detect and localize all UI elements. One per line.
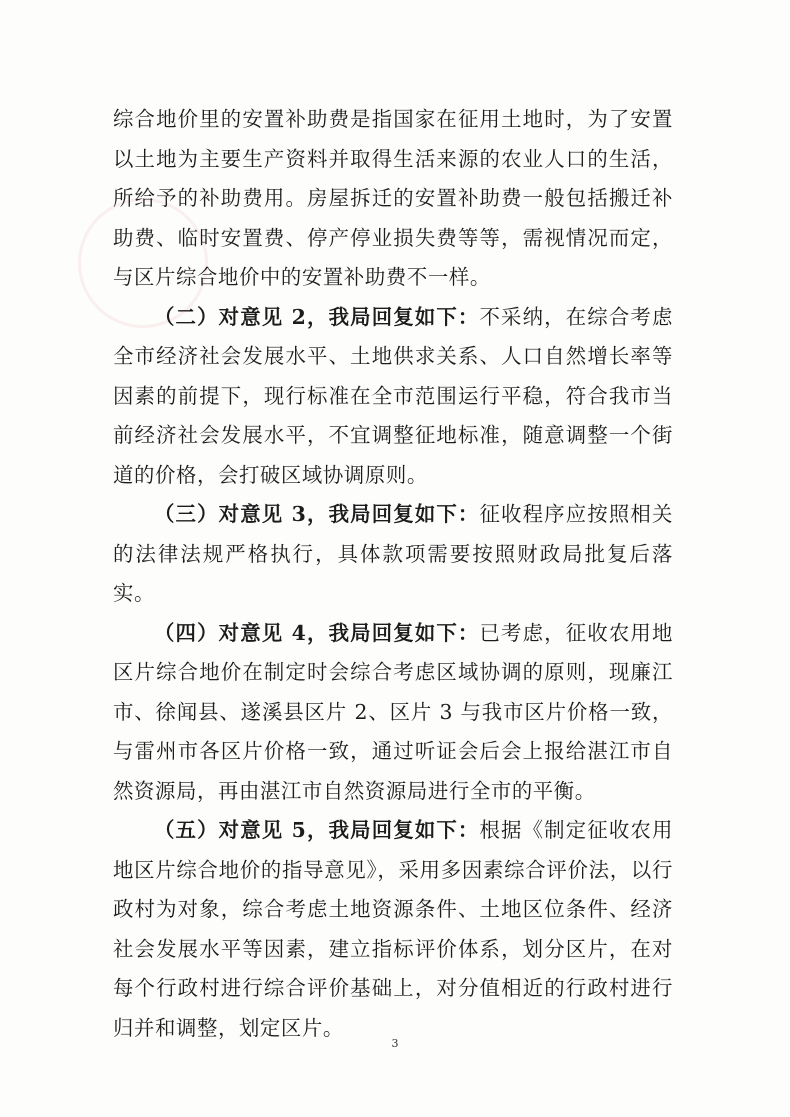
paragraph-reply-5 bbox=[113, 811, 673, 1048]
paragraph-reply-3 bbox=[113, 495, 673, 614]
paragraph-reply-2 bbox=[113, 298, 673, 496]
paragraph-body: 已考虑，征收农用地区片综合地价在制定时会综合考虑区域协调的原则，现廉江市、徐闻县、遂溪县区片 2、区片 3 与我市区片价格一致，与雷州市各区片价格一致，通过听证会后会上报给湛江市自然资源局，再由湛江市自然资源局进行全市的平衡。 bbox=[113, 620, 673, 803]
paragraph-body: 不采纳，在综合考虑全市经济社会发展水平、土地供求关系、人口自然增长率等因素的前提下，现行标准在全市范围运行平稳，符合我市当前经济社会发展水平，不宜调整征地标准，随意调整一个街道的价格，会打破区域协调原则。 bbox=[113, 304, 673, 487]
paragraph-body: 征收程序应按照相关的法律法规严格执行，具体款项需要按照财政局批复后落实。 bbox=[113, 502, 673, 605]
page-number: 3 bbox=[391, 1037, 399, 1050]
paragraph-continuation bbox=[113, 100, 673, 298]
paragraph-lead: （二）对意见 2，我局回复如下： bbox=[154, 304, 480, 329]
paragraph-lead: （四）对意见 4，我局回复如下： bbox=[154, 620, 480, 645]
paragraph-lead: （三）对意见 3，我局回复如下： bbox=[154, 502, 480, 526]
paragraph-reply-4 bbox=[113, 614, 673, 812]
paragraph-body: 根据《制定征收农用地区片综合地价的指导意见》，采用多因素综合评价法，以行政村为对象，综合考虑土地资源条件、土地区位条件、经济社会发展水平等因素，建立指标评价体系，划分区片，在对每个行政村进行综合评价基础上，对分值相近的行政村进行归并和调整，划定区片。 bbox=[113, 818, 673, 1040]
paragraph-lead: （五）对意见 5，我局回复如下： bbox=[154, 818, 480, 842]
body-text bbox=[113, 100, 673, 1048]
paragraph-body: 综合地价里的安置补助费是指国家在征用土地时，为了安置以土地为主要生产资料并取得生活来源的农业人口的生活，所给予的补助费用。房屋拆迁的安置补助费一般包括搬迁补助费、临时安置费、停产停业损失费等等，需视情况而定，与区片综合地价中的安置补助费不一样。 bbox=[113, 107, 673, 289]
